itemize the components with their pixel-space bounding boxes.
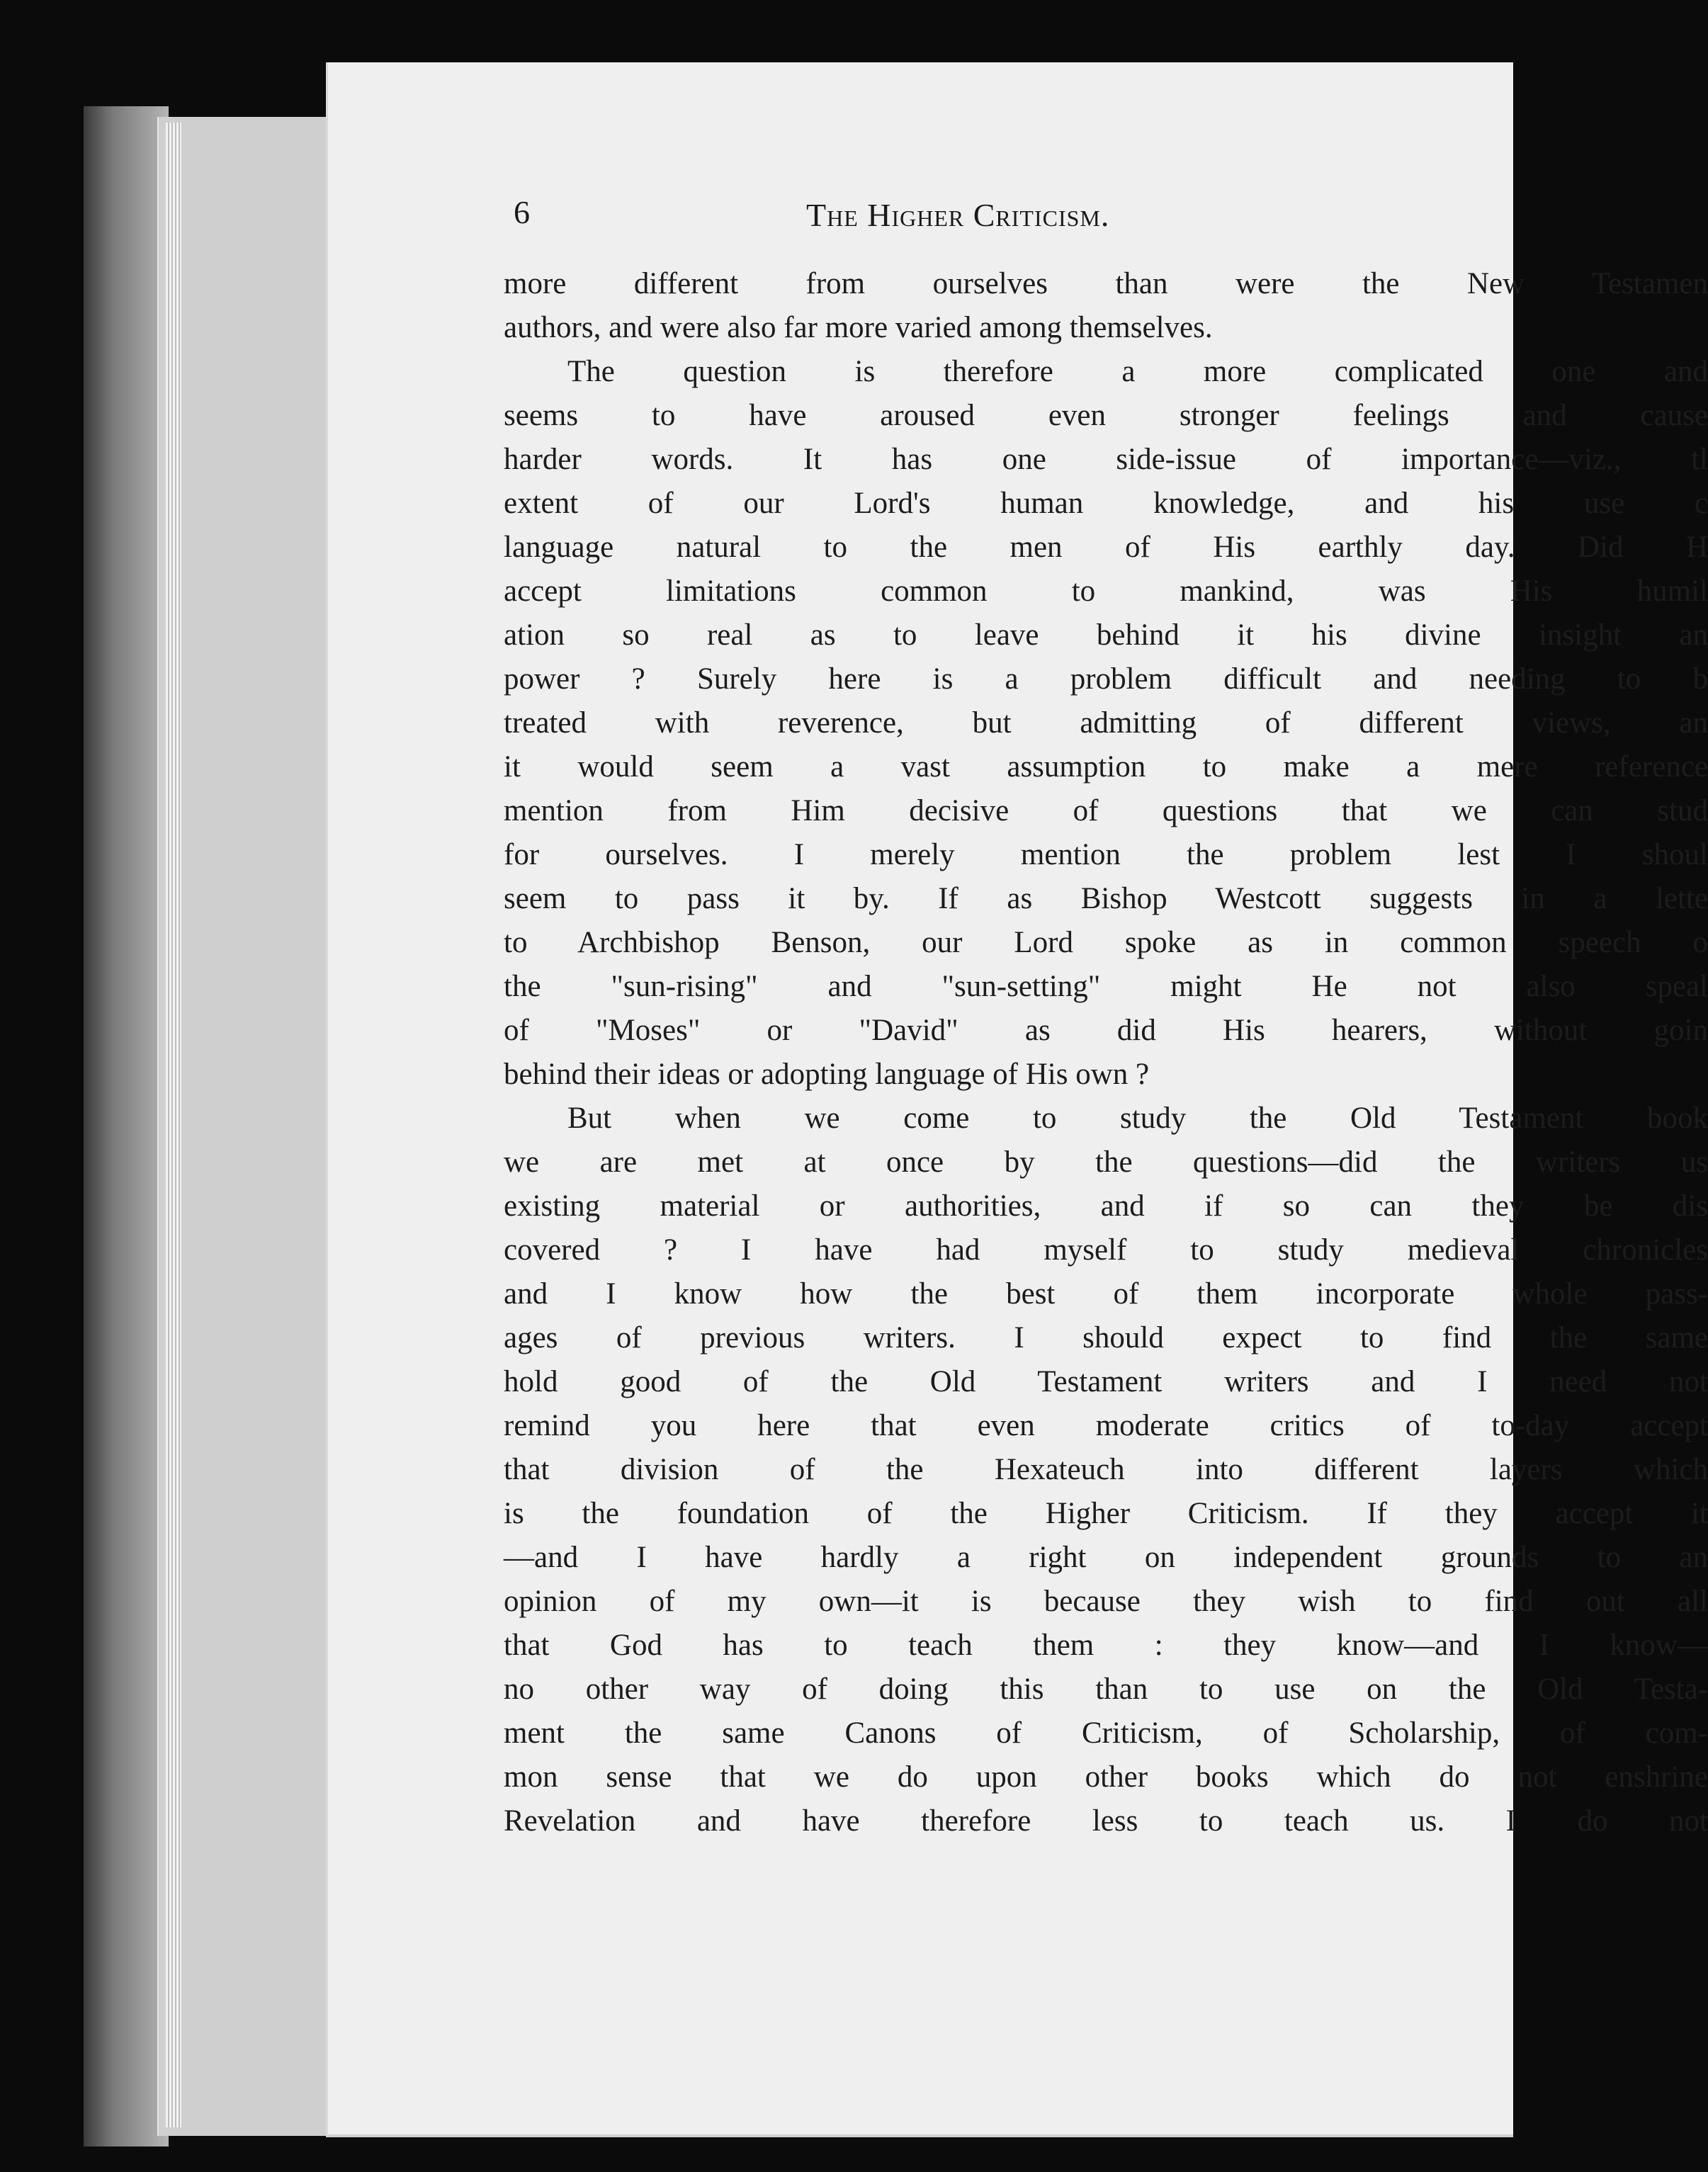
text-line: harder words. It has one side-issue of importance—viz., tl	[504, 443, 1708, 476]
text-line: seems to have aroused even stronger feelings and cause	[504, 399, 1708, 432]
text-line: existing material or authorities, and if so can they be dis	[504, 1189, 1708, 1223]
book-page	[326, 62, 1708, 2137]
text-line: mention from Him decisive of questions that we can stud	[504, 794, 1708, 827]
text-line: of "Moses" or "David" as did His hearers, without goin	[504, 1014, 1708, 1047]
running-title: The Higher Criticism.	[806, 197, 1110, 233]
text-line: covered ? I have had myself to study medieval chronicles	[504, 1233, 1708, 1267]
text-line: that division of the Hexateuch into different layers which	[504, 1453, 1708, 1486]
text-line: power ? Surely here is a problem difficult and needing to b	[504, 662, 1708, 696]
text-line: behind their ideas or adopting language of His own ?	[504, 1058, 1150, 1091]
text-line: the "sun-rising" and "sun-setting" might He not also speal	[504, 970, 1708, 1003]
text-line: ages of previous writers. I should expect to find the same	[504, 1321, 1708, 1354]
page-number: 6	[514, 194, 530, 230]
text-line: opinion of my own—it is because they wish to find out all	[504, 1585, 1708, 1618]
text-line: —and I have hardly a right on independent grounds to an	[504, 1541, 1708, 1574]
text-line: no other way of doing this than to use on the Old Testa-	[504, 1673, 1708, 1706]
text-line: Revelation and have therefore less to teach us. I do not	[504, 1804, 1708, 1838]
text-line: language natural to the men of His earthly day. Did H	[504, 531, 1708, 564]
text-line: we are met at once by the questions—did the writers us	[504, 1146, 1708, 1179]
text-line: remind you here that even moderate critics of to-day accept	[504, 1409, 1708, 1442]
body-text	[504, 262, 1708, 1843]
text-line: treated with reverence, but admitting of different views, an	[504, 706, 1708, 740]
text-line: ation so real as to leave behind it his divine insight an	[504, 618, 1708, 652]
text-line: hold good of the Old Testament writers and I need not	[504, 1365, 1708, 1398]
text-line: ment the same Canons of Criticism, of Scholarship, of com-	[504, 1716, 1708, 1750]
text-line: extent of our Lord's human knowledge, and his use c	[504, 487, 1708, 520]
text-line: is the foundation of the Higher Criticism. If they accept it	[504, 1497, 1708, 1530]
text-line: seem to pass it by. If as Bishop Westcott suggests in a lette	[504, 882, 1708, 915]
text-line: mon sense that we do upon other books which do not enshrine	[504, 1760, 1708, 1794]
text-line: accept limitations common to mankind, was His humil	[504, 575, 1708, 608]
text-line: more different from ourselves than were the New Testamen	[504, 267, 1708, 300]
text-line: The question is therefore a more complicated one and	[567, 355, 1708, 388]
text-line: and I know how the best of them incorporate whole pass-	[504, 1277, 1708, 1311]
text-line: it would seem a vast assumption to make a mere reference	[504, 750, 1708, 784]
book-binding	[84, 106, 169, 2146]
text-line: that God has to teach them : they know—and I know—	[504, 1629, 1708, 1662]
text-line: authors, and were also far more varied among themselves.	[504, 311, 1213, 344]
page-header	[514, 193, 1576, 250]
text-line: But when we come to study the Old Testament book	[567, 1102, 1708, 1135]
text-line: for ourselves. I merely mention the problem lest I shoul	[504, 838, 1708, 871]
text-line: to Archbishop Benson, our Lord spoke as in common speech o	[504, 926, 1708, 959]
